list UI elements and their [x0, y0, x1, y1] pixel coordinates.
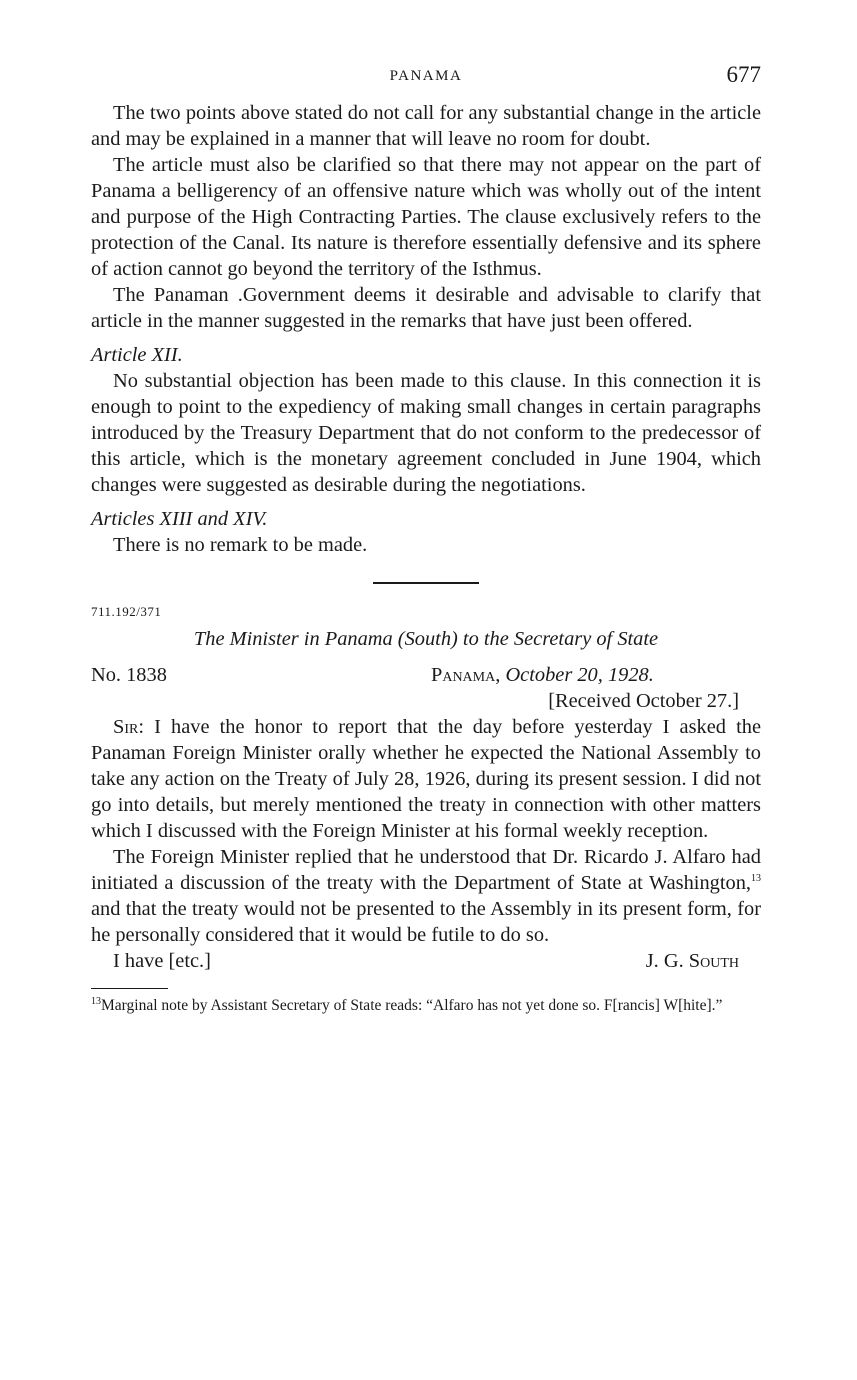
paragraph: The article must also be clarified so that there may not appear on the part of Panama a belligerency of an offensive nature which was wholly out of the intent and purpose of the High Contracting Parties. The clause exclusively refers to the protection of the Canal. Its nature is therefore essentially defensive and its sphere of action cannot go beyond the territory of the Isthmus.: [91, 154, 761, 280]
section-heading-article-xii: Article XII.: [91, 344, 183, 366]
running-head: [91, 60, 761, 100]
paragraph-text: I have the honor to report that the day before yesterday I asked the Panaman Foreign Minister orally whether he expected the National Assembly to take any action on the Treaty of July 28, 1926, during its present session. I did not go into details, but merely mentioned the treaty in connection with other matters which I discussed with the Foreign Minister at his formal weekly reception.: [91, 716, 761, 842]
section-divider: [373, 582, 479, 584]
paragraph: No substantial objection has been made to this clause. In this connection it is enough to point to the expediency of making small changes in certain paragraphs introduced by the Treasury Department that do not conform to the predecessor of this article, which is the monetary agreement concluded in June 1904, which changes were suggested as desirable during the negotiations.: [91, 370, 761, 496]
file-number: 711.192/371: [91, 604, 162, 619]
signature: J. G. South: [645, 950, 739, 972]
page-number: 677: [726, 62, 761, 87]
paragraph: The Panaman .Government deems it desirable and advisable to clarify that article in the manner suggested in the remarks that have just been offered.: [91, 284, 761, 332]
received-date: [Received October 27.]: [548, 690, 739, 712]
despatch-number: No. 1838: [91, 664, 167, 686]
paragraph: [91, 714, 761, 844]
footnote-text: Marginal note by Assistant Secretary of State reads: “Alfaro has not yet done so. F[rancis] W[hite].”: [101, 997, 723, 1014]
footnote-marker: 13: [91, 995, 101, 1007]
footnote-rule: [91, 988, 168, 989]
place: Panama,: [431, 664, 501, 686]
paragraph-text: The Foreign Minister replied that he understood that Dr. Ricardo J. Alfaro had initiated a discussion of the treaty with the Department of State at Washington,: [91, 846, 761, 894]
paragraph: [91, 844, 761, 948]
document-page: [91, 60, 761, 1015]
running-title: PANAMA: [389, 68, 463, 84]
closing: [91, 948, 761, 974]
salutation: Sir:: [113, 716, 145, 738]
section-heading-articles-xiii-xiv: Articles XIII and XIV.: [91, 508, 268, 530]
dateline: [91, 662, 761, 714]
footnote-reference: 13: [751, 873, 761, 885]
paragraph: The two points above stated do not call for any substantial change in the article and may be explained in a manner that will leave no room for doubt.: [91, 102, 761, 150]
paragraph: There is no remark to be made.: [113, 534, 368, 556]
complimentary-close: I have [etc.]: [113, 950, 211, 972]
paragraph-text: and that the treaty would not be presented to the Assembly in its present form, for he personally considered that it would be futile to do so.: [91, 898, 761, 946]
document-title: The Minister in Panama (South) to the Secretary of State: [193, 628, 659, 650]
place-date: [431, 662, 654, 688]
footnote: [91, 997, 761, 1015]
date: October 20, 1928.: [505, 664, 654, 686]
